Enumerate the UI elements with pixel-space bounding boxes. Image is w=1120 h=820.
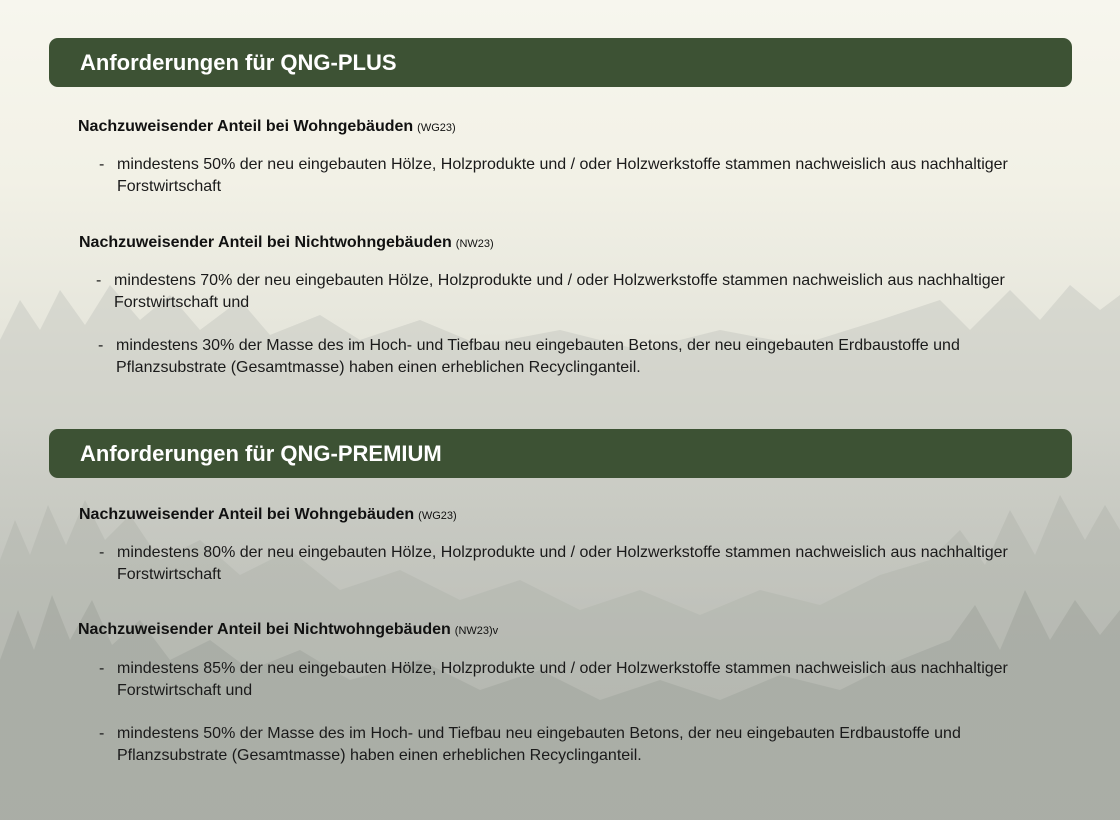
code-label: (NW23): [455, 238, 494, 250]
bullet-item: - mindestens 50% der neu eingebauten Hölze, Holzprodukte und / oder Holzwerkstoffe stammen nachweislich aus nachhaltiger Forstwirtschaft: [99, 156, 1008, 195]
bullet-item: - mindestens 70% der neu eingebauten Hölze, Holzprodukte und / oder Holzwerkstoffe stammen nachweislich aus nachhaltiger Forstwirtschaft und: [96, 272, 1005, 311]
bullet-item: - mindestens 85% der neu eingebauten Hölze, Holzprodukte und / oder Holzwerkstoffe stammen nachweislich aus nachhaltiger Forstwirtschaft und: [99, 660, 1008, 699]
bullet-dash: -: [96, 272, 102, 289]
bullet-dash: -: [99, 544, 105, 561]
bullet-dash: -: [99, 660, 105, 677]
code-label: (WG23): [417, 122, 456, 134]
bullet-item: - mindestens 80% der neu eingebauten Hölze, Holzprodukte und / oder Holzwerkstoffe stammen nachweislich aus nachhaltiger Forstwirtschaft: [99, 544, 1008, 583]
code-label: (NW23)v: [454, 625, 499, 637]
subheading-nichtwohngebaeude: Nachzuweisender Anteil bei Nichtwohngebäuden (NW23): [79, 234, 494, 251]
subheading-wohngebaeude: Nachzuweisender Anteil bei Wohngebäuden (WG23): [78, 118, 456, 135]
section-title: Anforderungen für QNG-PLUS: [80, 50, 397, 75]
section-banner-qng-premium: [49, 429, 1072, 478]
code-label: (WG23): [418, 510, 457, 522]
subheading-wohngebaeude: Nachzuweisender Anteil bei Wohngebäuden (WG23): [79, 506, 457, 523]
subheading-nichtwohngebaeude: Nachzuweisender Anteil bei Nichtwohngebäuden (NW23)v: [78, 621, 499, 638]
bullet-dash: -: [99, 725, 105, 742]
bullet-item: - mindestens 50% der Masse des im Hoch- und Tiefbau neu eingebauten Betons, der neu eingebauten Erdbaustoffe und Pflanzsubstrate (Gesamtmasse) haben einen erheblichen Recyclinganteil.: [99, 725, 961, 764]
bullet-dash: -: [98, 337, 104, 354]
bullet-dash: -: [99, 156, 105, 173]
bullet-item: - mindestens 30% der Masse des im Hoch- und Tiefbau neu eingebauten Betons, der neu eingebauten Erdbaustoffe und Pflanzsubstrate (Gesamtmasse) haben einen erheblichen Recyclinganteil.: [98, 337, 960, 376]
section-banner-qng-plus: [49, 38, 1072, 87]
section-title: Anforderungen für QNG-PREMIUM: [80, 441, 442, 466]
